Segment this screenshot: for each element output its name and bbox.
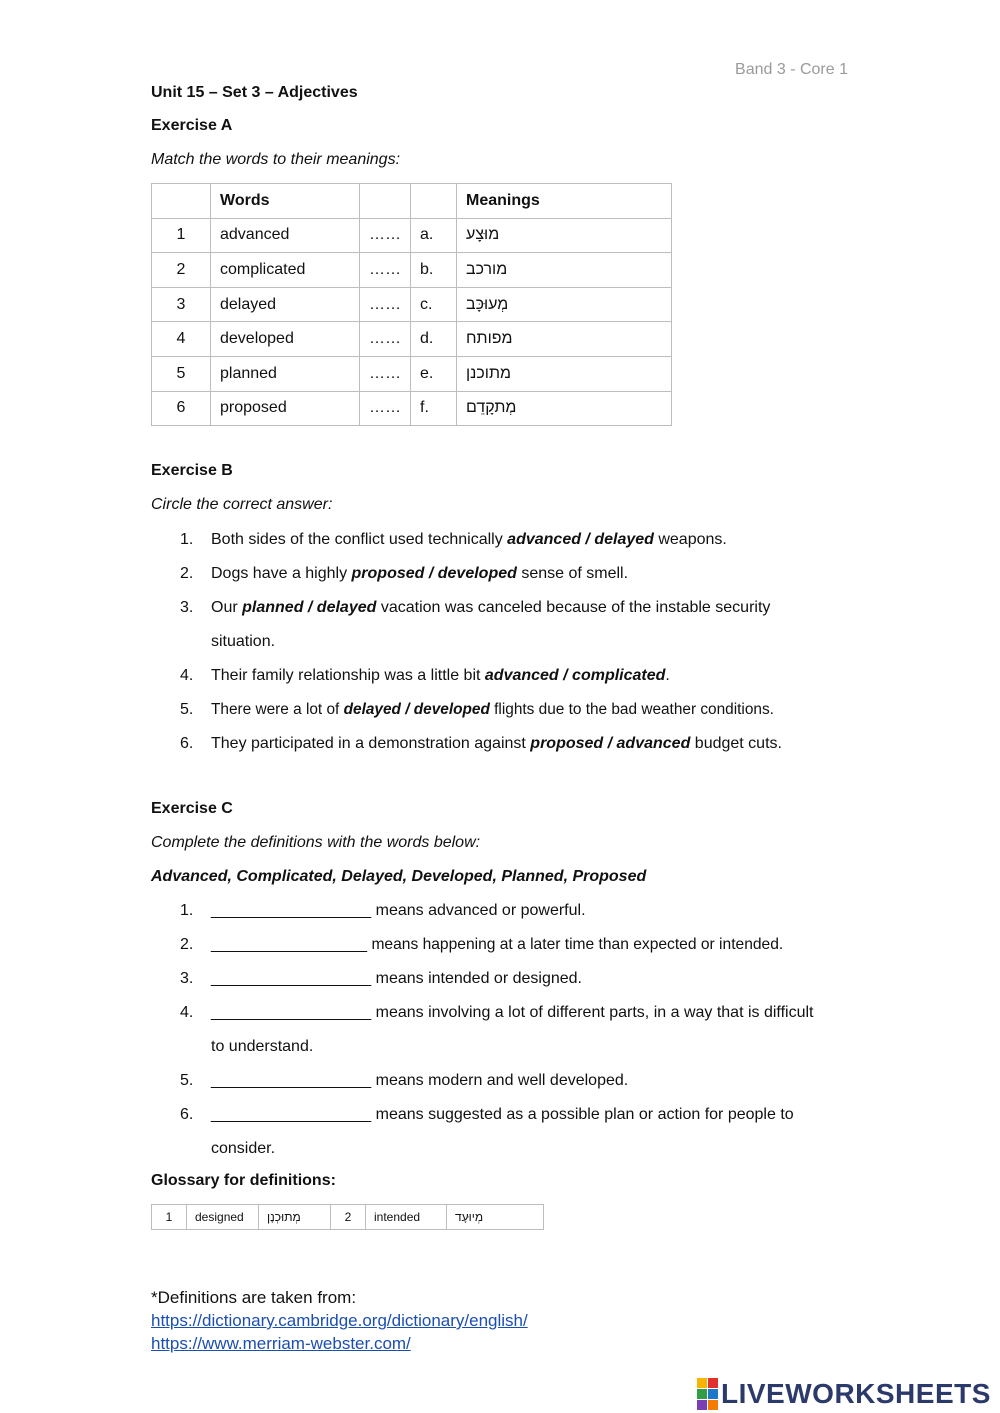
answer-blank[interactable]: ……: [360, 322, 411, 357]
fill-blank[interactable]: __________________: [211, 970, 372, 987]
answer-choice[interactable]: proposed / advanced: [530, 735, 691, 752]
band-label: Band 3 - Core 1: [735, 61, 848, 78]
answer-blank[interactable]: ……: [360, 253, 411, 288]
exercise-b-list: [180, 523, 860, 761]
exercise-a-instruction: Match the words to their meanings:: [151, 151, 401, 168]
list-item: 4. Their family relationship was a little bit advanced / complicated.: [180, 667, 670, 684]
table-row: 2 complicated …… b. מורכב: [152, 253, 672, 288]
list-item: 3. __________________ means intended or designed.: [180, 970, 582, 987]
meaning-cell: מורכב: [457, 253, 672, 288]
answer-choice[interactable]: advanced / complicated: [484, 667, 666, 684]
list-item: 2. __________________ means happening at a later time than expected or intended.: [180, 936, 784, 953]
meaning-cell: מְתקָדֵם: [457, 391, 672, 426]
answer-blank[interactable]: ……: [360, 391, 411, 426]
source-links: [151, 1309, 528, 1355]
exercise-c-instruction: Complete the definitions with the words below:: [151, 834, 481, 851]
exercise-b-heading: Exercise B: [151, 462, 233, 479]
fill-blank[interactable]: __________________: [211, 902, 372, 919]
fill-blank[interactable]: __________________: [211, 1004, 372, 1021]
logo-mark-icon: [697, 1378, 718, 1410]
cambridge-link[interactable]: https://dictionary.cambridge.org/dictionary/english/: [151, 1311, 528, 1330]
table-row: 3 delayed …… c. מְעוּכָּב: [152, 287, 672, 322]
merriam-webster-link[interactable]: https://www.merriam-webster.com/: [151, 1334, 411, 1353]
word-bank: Advanced, Complicated, Delayed, Developed, Planned, Proposed: [151, 868, 647, 885]
col-words: Words: [211, 184, 360, 219]
word-cell: delayed: [211, 287, 360, 322]
word-cell: complicated: [211, 253, 360, 288]
exercise-b-instruction: Circle the correct answer:: [151, 496, 333, 513]
list-item: 6. __________________ means suggested as a possible plan or action for people to consider.: [180, 1106, 794, 1157]
answer-choice[interactable]: advanced / delayed: [507, 531, 654, 548]
list-item: 6. They participated in a demonstration against proposed / advanced budget cuts.: [180, 735, 782, 752]
word-cell: advanced: [211, 218, 360, 253]
matching-table: [151, 183, 672, 426]
page-title: Unit 15 – Set 3 – Adjectives: [151, 84, 358, 101]
glossary-table: [151, 1204, 544, 1230]
answer-blank[interactable]: ……: [360, 287, 411, 322]
meaning-cell: מפותח: [457, 322, 672, 357]
table-header-row: [152, 184, 672, 219]
list-item: 2. Dogs have a highly proposed / developed sense of smell.: [180, 565, 629, 582]
source-note: *Definitions are taken from:: [151, 1288, 357, 1307]
answer-choice[interactable]: delayed / developed: [343, 701, 490, 718]
liveworksheets-logo: [697, 1378, 991, 1410]
meaning-cell: מְעוּכָּב: [457, 287, 672, 322]
logo-text: LIVEWORKSHEETS: [721, 1378, 991, 1409]
answer-blank[interactable]: ……: [360, 356, 411, 391]
meaning-cell: מוּצָע: [457, 218, 672, 253]
list-item: 4. __________________ means involving a lot of different parts, in a way that is difficult to understand.: [180, 1004, 814, 1055]
answer-choice[interactable]: planned / delayed: [242, 599, 377, 616]
word-cell: proposed: [211, 391, 360, 426]
fill-blank[interactable]: __________________: [211, 1072, 372, 1089]
meaning-cell: מתוכנן: [457, 356, 672, 391]
list-item: 5. There were a lot of delayed / developed flights due to the bad weather conditions.: [180, 701, 774, 718]
list-item: 1. __________________ means advanced or powerful.: [180, 902, 586, 919]
table-row: 1 advanced …… a. מוּצָע: [152, 218, 672, 253]
list-item: 5. __________________ means modern and well developed.: [180, 1072, 629, 1089]
exercise-a-heading: Exercise A: [151, 117, 233, 134]
fill-blank[interactable]: __________________: [211, 1106, 372, 1123]
exercise-c-list: [180, 894, 860, 1166]
glossary-heading: Glossary for definitions:: [151, 1172, 336, 1189]
table-row: 1 designed מְתוּכְנָן 2 intended מְיוּעָד: [152, 1205, 544, 1230]
col-meanings: Meanings: [457, 184, 672, 219]
word-cell: planned: [211, 356, 360, 391]
word-cell: developed: [211, 322, 360, 357]
exercise-c-heading: Exercise C: [151, 800, 233, 817]
fill-blank[interactable]: __________________: [211, 936, 368, 953]
table-row: 6 proposed …… f. מְתקָדֵם: [152, 391, 672, 426]
list-item: 3. Our planned / delayed vacation was canceled because of the instable security situation.: [180, 599, 771, 650]
table-row: 4 developed …… d. מפותח: [152, 322, 672, 357]
answer-choice[interactable]: proposed / developed: [351, 565, 517, 582]
list-item: 1. Both sides of the conflict used technically advanced / delayed weapons.: [180, 531, 727, 548]
answer-blank[interactable]: ……: [360, 218, 411, 253]
table-row: 5 planned …… e. מתוכנן: [152, 356, 672, 391]
